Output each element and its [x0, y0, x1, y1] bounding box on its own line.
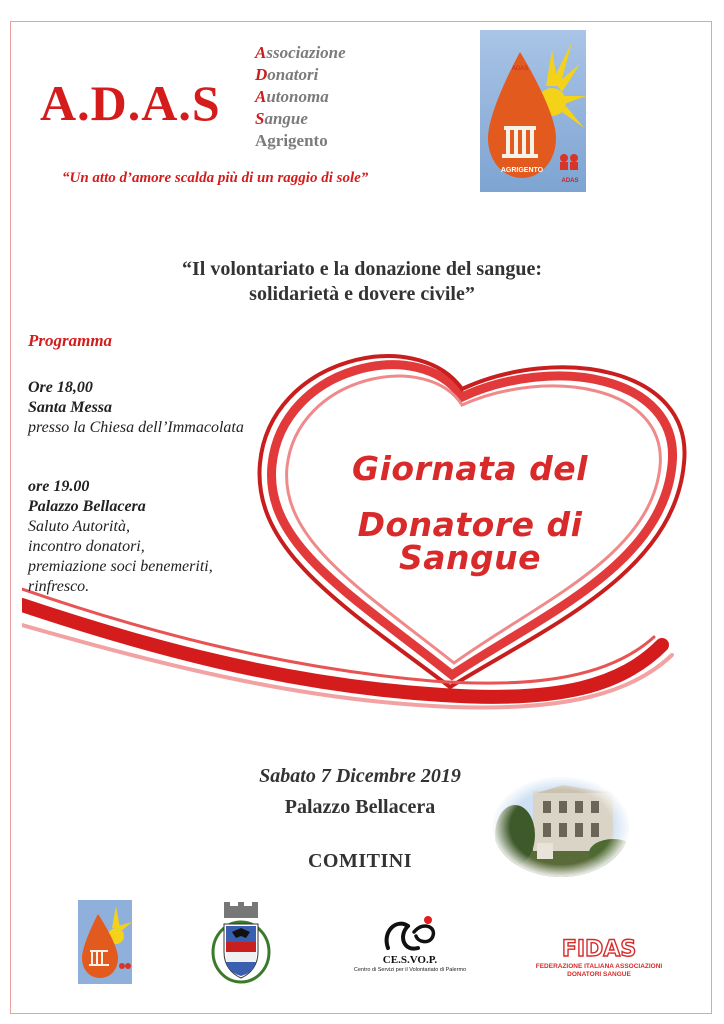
event-time: ore 19.00	[28, 478, 90, 495]
fidas-logo	[562, 932, 636, 962]
theme-line: “Il volontariato e la donazione del sangue:	[181, 258, 542, 280]
event-name: Santa Messa	[28, 399, 113, 416]
svg-text:ADAS: ADAS	[561, 178, 579, 184]
association-line: Associazione	[255, 43, 346, 62]
program-event-2	[28, 477, 213, 597]
banner-title-line1: Giornata del	[352, 449, 588, 488]
event-town: COMITINI	[307, 850, 412, 872]
event-detail: incontro donatori,	[28, 538, 145, 555]
svg-text:ADAS: ADAS	[511, 66, 529, 72]
theme-line: solidarietà e dovere civile”	[249, 283, 475, 305]
event-name: Palazzo Bellacera	[28, 498, 146, 515]
banner-title-line2: Donatore di Sangue	[357, 505, 583, 577]
association-line: Sangue	[255, 109, 308, 128]
motto: “Un atto d’amore scalda più di un raggio di sole”	[62, 170, 369, 186]
adas-acronym: A.D.A.S	[40, 75, 221, 131]
adas-logo	[480, 30, 586, 192]
comitini-coat-of-arms	[210, 902, 272, 984]
crown-icon	[224, 902, 258, 918]
event-time: Ore 18,00	[28, 379, 93, 396]
program-title: Programma	[28, 331, 113, 350]
event-date: Sabato 7 Dicembre 2019	[259, 765, 461, 787]
event-venue: Palazzo Bellacera	[284, 796, 436, 818]
cesvop-subtitle: Centro di Servizi per il Volontariato di Palermo	[353, 967, 467, 973]
association-line: Donatori	[255, 65, 319, 84]
event-detail: presso la Chiesa dell’Immacolata	[28, 419, 244, 436]
dot-icon	[424, 916, 432, 924]
cesvop-logo	[378, 912, 442, 956]
cesvop-name: CE.S.VO.P.	[382, 954, 438, 966]
event-detail: premiazione soci benemeriti,	[28, 558, 213, 575]
association-line: Autonoma	[255, 87, 329, 106]
adas-small-logo	[78, 900, 132, 984]
event-theme	[60, 257, 664, 307]
program-event-1	[28, 378, 244, 438]
fidas-subtitle: FEDERAZIONE ITALIANA ASSOCIAZIONI DONATORI SANGUE	[535, 963, 663, 978]
palazzo-photo	[493, 777, 629, 877]
association-city: Agrigento	[255, 131, 328, 150]
svg-text:FIDAS: FIDAS	[562, 937, 636, 962]
event-detail: rinfresco.	[28, 578, 90, 595]
svg-text:AGRIGENTO: AGRIGENTO	[500, 167, 544, 174]
event-detail: Saluto Autorità,	[28, 518, 130, 535]
association-name	[255, 42, 346, 152]
